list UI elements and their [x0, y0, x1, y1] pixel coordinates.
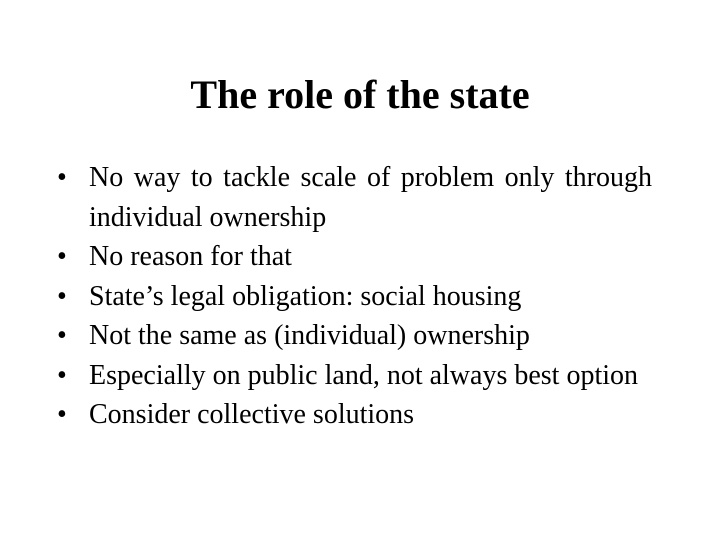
- list-item-text: Especially on public land, not always best option: [89, 359, 639, 391]
- list-item: [54, 316, 652, 356]
- bullet-icon: •: [57, 241, 67, 272]
- list-item: [54, 356, 652, 396]
- list-item-text: No way to tackle scale of problem only through individual ownership: [89, 162, 652, 233]
- bullet-icon: •: [57, 359, 67, 391]
- slide-title: The role of the state: [190, 72, 530, 117]
- bullet-icon: •: [57, 399, 67, 430]
- list-item-text: Not the same as (individual) ownership: [89, 320, 530, 351]
- list-item: [54, 395, 652, 435]
- list-item-text: State’s legal obligation: social housing: [89, 280, 522, 312]
- list-item: [54, 277, 652, 317]
- list-item: [54, 158, 652, 237]
- bullet-icon: •: [57, 162, 67, 193]
- list-item-text: Consider collective solutions: [89, 399, 415, 430]
- bullet-icon: •: [57, 320, 67, 351]
- bullet-icon: •: [57, 280, 67, 312]
- bullet-list: [54, 158, 652, 435]
- list-item-text: No reason for that: [89, 241, 292, 272]
- list-item: [54, 237, 652, 277]
